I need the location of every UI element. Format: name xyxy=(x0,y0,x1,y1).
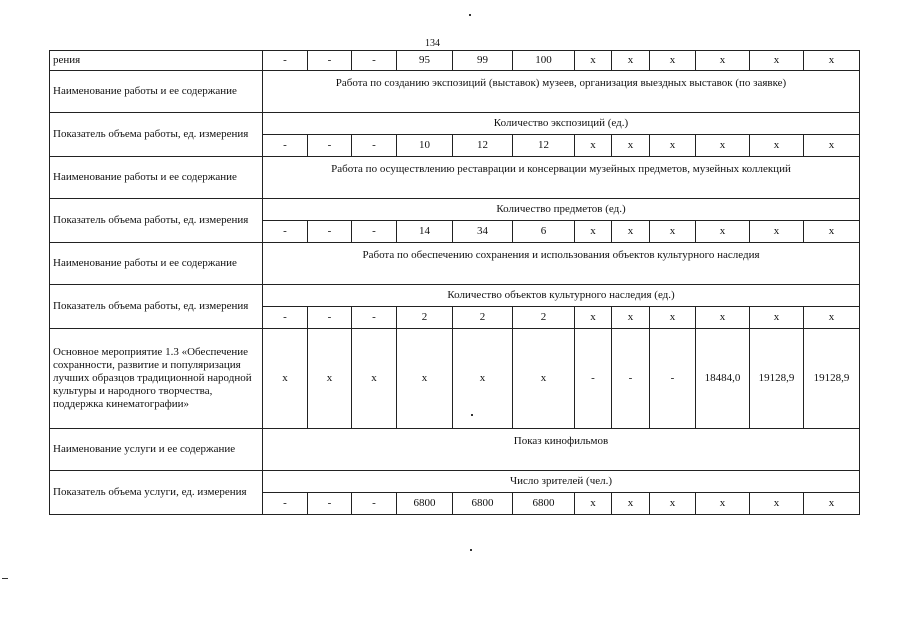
value-cell: 19128,9 xyxy=(750,329,804,429)
value-cell: x xyxy=(750,135,804,157)
value-cell: x xyxy=(804,135,860,157)
value-cell: - xyxy=(352,221,397,243)
row-label: Показатель объема работы, ед. измерения xyxy=(50,285,263,329)
value-cell: - xyxy=(263,135,308,157)
value-cell: 19128,9 xyxy=(804,329,860,429)
value-cell: x xyxy=(650,307,696,329)
table-row xyxy=(50,199,860,221)
page-number: 134 xyxy=(425,38,440,49)
value-cell: 6 xyxy=(513,221,575,243)
value-cell: x xyxy=(696,221,750,243)
value-cell: - xyxy=(308,493,352,515)
indicator-header: Количество объектов культурного наследия (ед.) xyxy=(263,285,860,307)
row-label: Наименование работы и ее содержание xyxy=(50,71,263,113)
value-cell: - xyxy=(308,51,352,71)
value-cell: x xyxy=(650,135,696,157)
value-cell: - xyxy=(308,221,352,243)
value-cell: x xyxy=(575,307,612,329)
value-cell: - xyxy=(650,329,696,429)
budget-table xyxy=(49,50,860,515)
indicator-header: Количество предметов (ед.) xyxy=(263,199,860,221)
table-row xyxy=(50,113,860,135)
value-cell: x xyxy=(612,307,650,329)
value-cell: - xyxy=(575,329,612,429)
scan-speck xyxy=(470,549,472,551)
value-cell: - xyxy=(612,329,650,429)
table-row xyxy=(50,285,860,307)
value-cell: x xyxy=(804,51,860,71)
table-row xyxy=(50,243,860,285)
work-description: Работа по осуществлению реставрации и консервации музейных предметов, музейных коллекций xyxy=(263,157,860,199)
row-label: Наименование услуги и ее содержание xyxy=(50,429,263,471)
value-cell: x xyxy=(575,493,612,515)
value-cell: - xyxy=(352,51,397,71)
value-cell: 2 xyxy=(513,307,575,329)
value-cell: x xyxy=(453,329,513,429)
value-cell: x xyxy=(650,51,696,71)
row-label: Наименование работы и ее содержание xyxy=(50,243,263,285)
value-cell: 2 xyxy=(453,307,513,329)
value-cell: x xyxy=(696,493,750,515)
value-cell: x xyxy=(513,329,575,429)
table-row xyxy=(50,51,860,71)
work-description: Работа по созданию экспозиций (выставок) музеев, организация выездных выставок (по заявке) xyxy=(263,71,860,113)
table-row xyxy=(50,157,860,199)
value-cell: - xyxy=(263,51,308,71)
indicator-header: Число зрителей (чел.) xyxy=(263,471,860,493)
value-cell: 34 xyxy=(453,221,513,243)
value-cell: - xyxy=(308,135,352,157)
value-cell: x xyxy=(750,51,804,71)
value-cell: x xyxy=(804,221,860,243)
row-label: Основное мероприятие 1.3 «Обеспечение сохранности, развитие и популяризация лучших образцов традиционной народной культуры и народного творчества, поддержка кинематографии» xyxy=(50,329,263,429)
work-description: Работа по обеспечению сохранения и использования объектов культурного наследия xyxy=(263,243,860,285)
table-row xyxy=(50,471,860,493)
value-cell: x xyxy=(575,221,612,243)
value-cell: 6800 xyxy=(397,493,453,515)
value-cell: x xyxy=(804,493,860,515)
value-cell: x xyxy=(750,307,804,329)
row-label: Наименование работы и ее содержание xyxy=(50,157,263,199)
value-cell: 12 xyxy=(453,135,513,157)
value-cell: x xyxy=(352,329,397,429)
scan-speck xyxy=(2,578,8,579)
value-cell: 14 xyxy=(397,221,453,243)
row-label: Показатель объема работы, ед. измерения xyxy=(50,113,263,157)
value-cell: 95 xyxy=(397,51,453,71)
value-cell: - xyxy=(352,493,397,515)
value-cell: - xyxy=(308,307,352,329)
value-cell: 10 xyxy=(397,135,453,157)
row-label: Показатель объема работы, ед. измерения xyxy=(50,199,263,243)
value-cell: - xyxy=(263,493,308,515)
value-cell: - xyxy=(352,307,397,329)
value-cell: x xyxy=(612,493,650,515)
value-cell: 18484,0 xyxy=(696,329,750,429)
value-cell: x xyxy=(650,493,696,515)
scan-speck xyxy=(471,414,473,416)
value-cell: - xyxy=(263,307,308,329)
indicator-header: Количество экспозиций (ед.) xyxy=(263,113,860,135)
value-cell: x xyxy=(750,221,804,243)
value-cell: 2 xyxy=(397,307,453,329)
value-cell: x xyxy=(397,329,453,429)
value-cell: 6800 xyxy=(453,493,513,515)
value-cell: x xyxy=(696,51,750,71)
row-label: Показатель объема услуги, ед. измерения xyxy=(50,471,263,515)
value-cell: 100 xyxy=(513,51,575,71)
value-cell: x xyxy=(575,51,612,71)
value-cell: x xyxy=(612,221,650,243)
value-cell: x xyxy=(612,135,650,157)
value-cell: 99 xyxy=(453,51,513,71)
value-cell: 12 xyxy=(513,135,575,157)
table-row xyxy=(50,71,860,113)
value-cell: - xyxy=(352,135,397,157)
value-cell: x xyxy=(804,307,860,329)
value-cell: x xyxy=(696,135,750,157)
value-cell: x xyxy=(696,307,750,329)
value-cell: x xyxy=(575,135,612,157)
value-cell: x xyxy=(650,221,696,243)
value-cell: x xyxy=(750,493,804,515)
row-label: рения xyxy=(50,51,263,71)
value-cell: x xyxy=(612,51,650,71)
table-row xyxy=(50,429,860,471)
table-row xyxy=(50,329,860,429)
value-cell: x xyxy=(263,329,308,429)
value-cell: x xyxy=(308,329,352,429)
value-cell: - xyxy=(263,221,308,243)
work-description: Показ кинофильмов xyxy=(263,429,860,471)
value-cell: 6800 xyxy=(513,493,575,515)
scan-speck xyxy=(469,14,471,16)
